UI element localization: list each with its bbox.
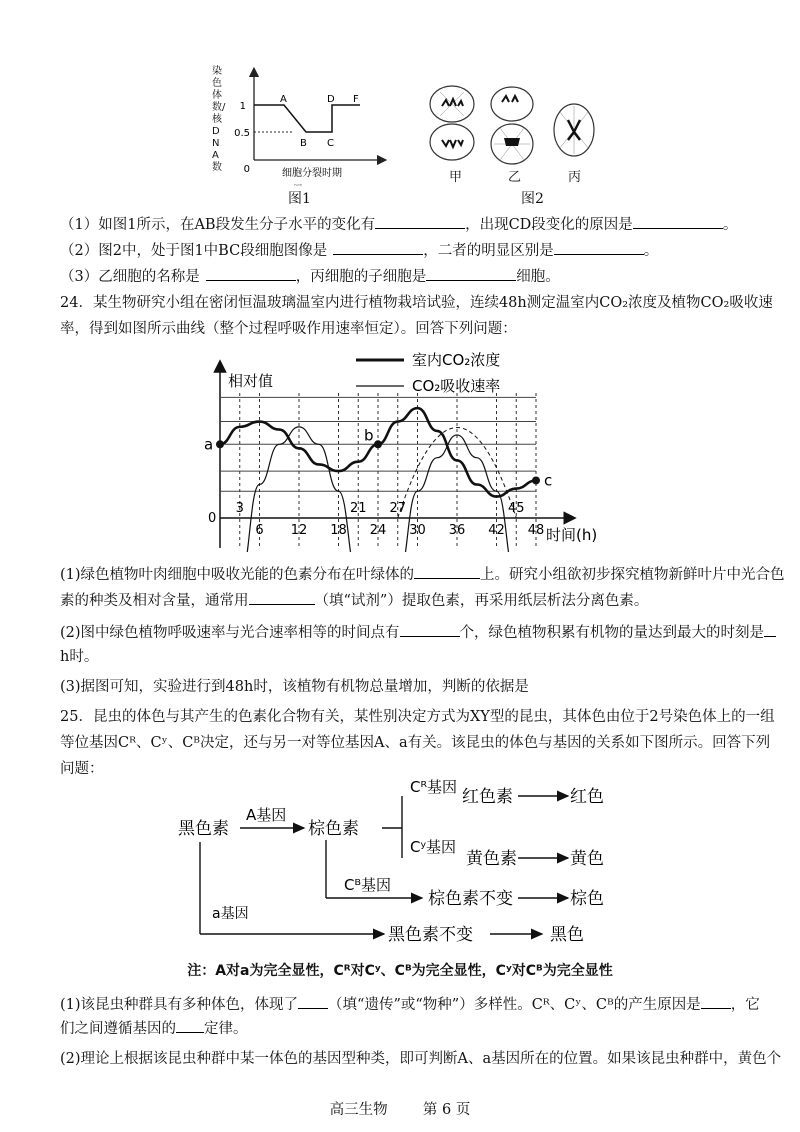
- fig1-curve: [254, 105, 360, 132]
- tick-36: 36: [448, 523, 466, 538]
- q25-intro-1: 25．昆虫的体色与其产生的色素化合物有关，某性别决定方式为XY型的昆虫，其体色由位于2号染色体上的一组: [60, 709, 775, 725]
- q24-p3: (3)据图可知，实验进行到48h时，该植物有机物总量增加，判断的依据是: [60, 679, 529, 695]
- q23-line-3: （3）乙细胞的名称是 ，丙细胞的子细胞是 细胞。: [60, 266, 760, 288]
- q25-p1-line-1: (1)该昆虫种群具有多种体色，体现了 （填“遗传”或“物种”）多样性。Cᴿ、Cʸ、Cᴮ的产生原因是 ，它: [60, 994, 760, 1016]
- q24-intro-2: 率，得到如图所示曲线（整个过程呼吸作用速率恒定）。回答下列问题：: [60, 321, 517, 337]
- gene-a-label: a基因: [212, 906, 249, 922]
- fig2-caption: 图2: [521, 191, 544, 207]
- chart-labels: [204, 351, 597, 544]
- tick-12: 12: [290, 523, 308, 538]
- chart-xlabel: 时间(h): [546, 526, 598, 544]
- q23-blank-3[interactable]: [333, 240, 423, 255]
- gene-A-label: A基因: [246, 806, 287, 824]
- q23-blank-4[interactable]: [554, 240, 644, 255]
- q25-intro-3: 问题：: [60, 761, 104, 777]
- legend-label-1: CO₂吸收速率: [412, 377, 501, 395]
- tick-6: 6: [255, 523, 264, 538]
- chart-ylabel: 相对值: [228, 372, 274, 390]
- tick-30: 30: [409, 523, 426, 538]
- tick-42: 42: [488, 523, 505, 538]
- fig1-label-A: A: [280, 94, 287, 105]
- gene-CY-label: Cʸ基因: [410, 838, 457, 856]
- point-b: [374, 440, 382, 448]
- q23-blank-2[interactable]: [633, 214, 723, 229]
- cell-yi: [491, 87, 533, 164]
- q24-p2-line-1: (2)图中绿色植物呼吸速率与光合速率相等的时间点有 个，绿色植物积累有机物的量达到最大的时刻是: [60, 622, 760, 644]
- chart-grid: [220, 366, 570, 548]
- q24-blank-2[interactable]: [249, 590, 315, 605]
- diagram-note: 注：A对a为完全显性，Cᴿ对Cʸ、Cᴮ为完全显性，Cʸ对Cᴮ为完全显性: [187, 963, 613, 979]
- fig1-label-C: C: [327, 138, 334, 149]
- q25-blank-1[interactable]: [298, 994, 328, 1009]
- chart-zero-label: 0: [208, 511, 217, 526]
- q25-intro-2: 等位基因Cᴿ、Cʸ、Cᴮ决定，还与另一对等位基因A、a有关。该昆虫的体色与基因的关系如下图所示。回答下列: [60, 735, 771, 751]
- label-b: b: [364, 426, 374, 445]
- red-color: 红色: [570, 787, 604, 807]
- yellow-color: 黄色: [570, 849, 604, 869]
- cell-label-jia: 甲: [449, 170, 463, 185]
- gene-CB-label: Cᴮ基因: [344, 876, 391, 894]
- fig1-tick-1: 1: [239, 101, 246, 112]
- q24-intro-1: 24．某生物研究小组在密闭恒温玻璃温室内进行植物栽培试验，连续48h测定温室内CO₂浓度及植物CO₂吸收速: [60, 295, 773, 311]
- point-c: [532, 476, 540, 484]
- fig1-label-B: B: [300, 138, 307, 149]
- annot-45: 45: [507, 501, 525, 516]
- q23-line-1: （1）如图1所示，在AB段发生分子水平的变化有 ，出现CD段变化的原因是 。: [60, 214, 760, 236]
- brown-unchanged: 棕色素不变: [428, 889, 513, 909]
- annot-27: 27: [389, 501, 407, 516]
- fig1-label-F: F: [353, 94, 359, 105]
- red-pigment: 红色素: [462, 787, 513, 807]
- black-unchanged: 黑色素不变: [388, 925, 473, 945]
- figure-1: [210, 60, 390, 190]
- legend-label-0: 室内CO₂浓度: [412, 351, 501, 369]
- annot-21: 21: [349, 501, 367, 516]
- cell-label-yi: 乙: [508, 170, 522, 185]
- gene-CR-label: Cᴿ基因: [410, 778, 458, 796]
- brown-pigment: 棕色素: [308, 819, 359, 839]
- fig1-ylabel: 染色体数/核DNA数: [212, 66, 226, 173]
- q24-blank-1[interactable]: [414, 564, 480, 579]
- q24-p2-line-2: h时。: [60, 649, 99, 665]
- q23-blank-5[interactable]: [206, 266, 296, 281]
- q25-blank-3[interactable]: [176, 1018, 204, 1033]
- tick-18: 18: [330, 523, 347, 538]
- footer-subject: 高三生物: [329, 1102, 388, 1118]
- q23-line-2: （2）图2中，处于图1中BC段细胞图像是 ，二者的明显区别是 。: [60, 240, 760, 262]
- brown-color: 棕色: [570, 889, 604, 909]
- fig1-xlabel: 细胞分裂时期: [282, 168, 342, 179]
- fig1-tick-0: 0: [243, 164, 250, 175]
- footer-page: 第 6 页: [422, 1102, 471, 1118]
- black-pigment: 黑色素: [178, 819, 229, 839]
- yellow-pigment: 黄色素: [466, 849, 517, 869]
- cell-label-bing: 丙: [568, 170, 582, 185]
- q24-p1-line-2: 素的种类及相对含量，通常用 （填“试剂”）提取色素，再采用纸层析法分离色素。: [60, 590, 760, 612]
- label-a: a: [204, 435, 214, 454]
- point-a: [216, 440, 224, 448]
- page-footer: [0, 1098, 800, 1119]
- annot-3: 3: [235, 501, 244, 516]
- q23-blank-6[interactable]: [426, 266, 516, 281]
- tick-24: 24: [369, 523, 387, 538]
- q23-blank-1[interactable]: [375, 214, 465, 229]
- q24-blank-4[interactable]: [764, 622, 776, 637]
- fig1-tiny-mark: ᴾᴬᵀᴱ: [294, 184, 302, 190]
- q25-p2: (2)理论上根据该昆虫种群中某一体色的基因型种类，即可判断A、a基因所在的位置。如果该昆虫种群中，黄色个: [60, 1051, 782, 1067]
- cell-bing: [554, 104, 594, 156]
- q24-p1-line-1: (1)绿色植物叶肉细胞中吸收光能的色素分布在叶绿体的 上。研究小组欲初步探究植物新鲜叶片中光合色: [60, 564, 760, 586]
- fig1-caption: 图1: [288, 191, 311, 207]
- label-c: c: [544, 471, 553, 490]
- q25-p1-line-2: 们之间遵循基因的 定律。: [60, 1018, 760, 1040]
- tick-48: 48: [527, 523, 545, 538]
- q24-blank-3[interactable]: [400, 622, 460, 637]
- black-color: 黑色: [550, 925, 584, 945]
- fig1-tick-05: 0.5: [234, 128, 250, 139]
- co2-chart: [196, 344, 616, 552]
- q25-blank-2[interactable]: [701, 994, 731, 1009]
- fig1-label-D: D: [327, 94, 335, 105]
- cell-jia: [430, 86, 474, 160]
- pigment-pathway-diagram: [170, 770, 640, 950]
